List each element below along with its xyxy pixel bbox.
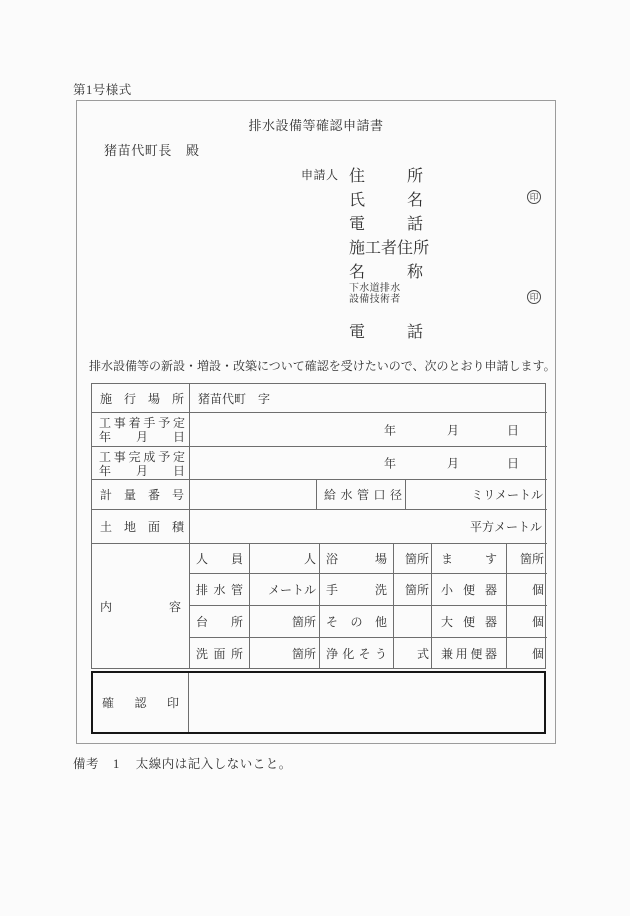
- land-area-label: 土 地 面 積: [100, 520, 184, 534]
- site-town: 猪苗代町: [198, 391, 247, 406]
- year-label: 年: [384, 423, 397, 437]
- day-label: 日: [507, 423, 520, 437]
- contents-item-cell: [190, 544, 250, 574]
- applicant-name-row: [349, 191, 423, 209]
- site-label: 施 行 場 所: [100, 391, 184, 406]
- work-start-label-line2: 年 月 日: [99, 430, 185, 444]
- contents-unit-cell: [394, 544, 432, 574]
- remarks-text: 太線内は記入しないこと。: [135, 757, 292, 771]
- land-area-label-cell: [92, 510, 190, 544]
- remarks-number: 1: [113, 757, 120, 771]
- site-value-cell: [190, 384, 547, 413]
- technician-phone-label: 電 話: [349, 323, 423, 341]
- contents-item-cell: [190, 638, 250, 668]
- contents-unit-cell: [250, 638, 320, 668]
- year-label: 年: [384, 456, 397, 471]
- contents-item-label: 洗 面 所: [196, 646, 243, 661]
- applicant-name-label: 氏 名: [349, 191, 423, 209]
- contents-item-cell: [320, 574, 394, 606]
- contents-unit: 式: [416, 646, 429, 661]
- work-complete-label-line2: 年 月 日: [99, 463, 185, 478]
- applicant-phone-label: 電 話: [349, 215, 423, 233]
- work-complete-label-line1: 工 事 完 成 予 定: [99, 449, 185, 464]
- contents-item-cell: [320, 544, 394, 574]
- contents-item-label: 浴 場: [326, 552, 387, 566]
- contents-unit-cell: [507, 544, 547, 574]
- contents-unit-cell: [507, 606, 547, 638]
- month-label: 月: [447, 423, 460, 437]
- contents-item-label: 人 員: [196, 552, 243, 566]
- contents-item-label: 浄 化 そ う: [326, 646, 387, 661]
- land-area-value-cell: [190, 510, 547, 544]
- confirmation-seal-label: 確 認 印: [102, 696, 179, 710]
- contents-item-label: ま す: [441, 552, 497, 566]
- contents-unit-cell: [507, 638, 547, 668]
- addressee-line: [104, 140, 200, 159]
- technician-label-line2: 設備技術者: [349, 294, 401, 305]
- site-aza: 字: [258, 391, 271, 406]
- remarks-note: [73, 754, 292, 772]
- contents-unit-cell: [250, 606, 320, 638]
- contents-item-label: 排 水 管: [196, 583, 243, 597]
- meter-label: 計 量 番 号: [100, 488, 184, 502]
- site-label-cell: [92, 384, 190, 413]
- contents-label: 内 容: [100, 599, 181, 614]
- contents-label-cell: [92, 544, 190, 668]
- technician-label-line1: 下水道排水: [349, 283, 401, 294]
- month-label: 月: [447, 456, 460, 471]
- seal-icon: [527, 290, 541, 304]
- seal-icon: [527, 190, 541, 204]
- contents-item-label: 台 所: [196, 615, 243, 629]
- contents-unit: 箇所: [404, 552, 429, 566]
- addressee-honorific: 殿: [186, 143, 200, 158]
- applicant-address-row: [349, 167, 423, 185]
- day-label: 日: [507, 456, 520, 471]
- technician-phone-row: [349, 323, 423, 341]
- meter-label-cell: [92, 480, 190, 510]
- contents-item-label: そ の 他: [326, 615, 387, 629]
- contents-item-cell: [432, 638, 507, 668]
- work-start-label-line1: 工 事 着 手 予 定: [99, 416, 185, 430]
- contents-item-cell: [432, 544, 507, 574]
- contents-unit-cell: [394, 638, 432, 668]
- work-complete-label-cell: [92, 447, 190, 480]
- contents-item-cell: [432, 606, 507, 638]
- form-border-box: [76, 100, 556, 744]
- form-number: 第1号様式: [73, 83, 132, 97]
- contractor-address-row: [349, 239, 430, 257]
- pipe-diameter-unit-cell: [406, 480, 547, 510]
- main-table: [91, 383, 546, 669]
- contents-unit: 個: [531, 646, 544, 661]
- contents-unit-cell: [507, 574, 547, 606]
- contents-unit: 個: [531, 615, 544, 629]
- contents-unit: 箇所: [291, 615, 316, 629]
- form-title: 排水設備等確認申請書: [248, 118, 384, 133]
- contents-item-cell: [320, 606, 394, 638]
- confirmation-seal-label-cell: [93, 673, 189, 732]
- contents-unit: 箇所: [404, 583, 429, 597]
- seal-character: 印: [529, 291, 539, 302]
- contents-unit-cell: [394, 606, 432, 638]
- contents-item-cell: [190, 606, 250, 638]
- contents-unit: 箇所: [291, 646, 316, 661]
- applicant-address-label: 住 所: [349, 167, 423, 185]
- seal-character: 印: [529, 191, 539, 202]
- contents-unit: 人: [303, 552, 316, 566]
- contents-unit-cell: [250, 574, 320, 606]
- applicant-label: 申請人: [301, 168, 339, 182]
- technician-label: [349, 283, 401, 305]
- technician-row: [349, 283, 401, 305]
- contractor-name-row: [349, 263, 423, 281]
- applicant-phone-row: [349, 215, 423, 233]
- work-start-value-cell: [190, 413, 547, 447]
- addressee-name: 猪苗代町長: [104, 143, 173, 158]
- remarks-prefix: 備考: [73, 757, 100, 771]
- contractor-name-label: 名 称: [349, 263, 423, 281]
- contractor-address-label: 施 工 者 住 所: [349, 239, 430, 257]
- contents-unit: メートル: [267, 583, 316, 597]
- pipe-diameter-label: 給 水 管 口 径: [324, 488, 402, 502]
- meter-value-cell: [190, 480, 317, 510]
- work-start-label-cell: [92, 413, 190, 447]
- contents-item-cell: [320, 638, 394, 668]
- pipe-diameter-label-cell: [317, 480, 406, 510]
- contents-item-label: 大 便 器: [441, 615, 497, 629]
- confirmation-seal-box: [91, 671, 546, 734]
- application-statement: 排水設備等の新設・増設・改築について確認を受けたいので、次のとおり申請します。: [89, 359, 556, 373]
- contents-unit-cell: [394, 574, 432, 606]
- contents-item-cell: [432, 574, 507, 606]
- contents-item-label: 手 洗: [326, 583, 387, 597]
- contents-item-cell: [190, 574, 250, 606]
- contents-item-label: 小 便 器: [441, 583, 497, 597]
- contents-unit: 箇所: [519, 552, 544, 566]
- contents-unit: 個: [531, 583, 544, 597]
- contents-item-label: 兼 用 便 器: [441, 646, 497, 661]
- contents-unit-cell: [250, 544, 320, 574]
- land-area-unit: 平方メートル: [469, 520, 542, 534]
- work-complete-value-cell: [190, 447, 547, 480]
- pipe-diameter-unit: ミリメートル: [471, 488, 543, 502]
